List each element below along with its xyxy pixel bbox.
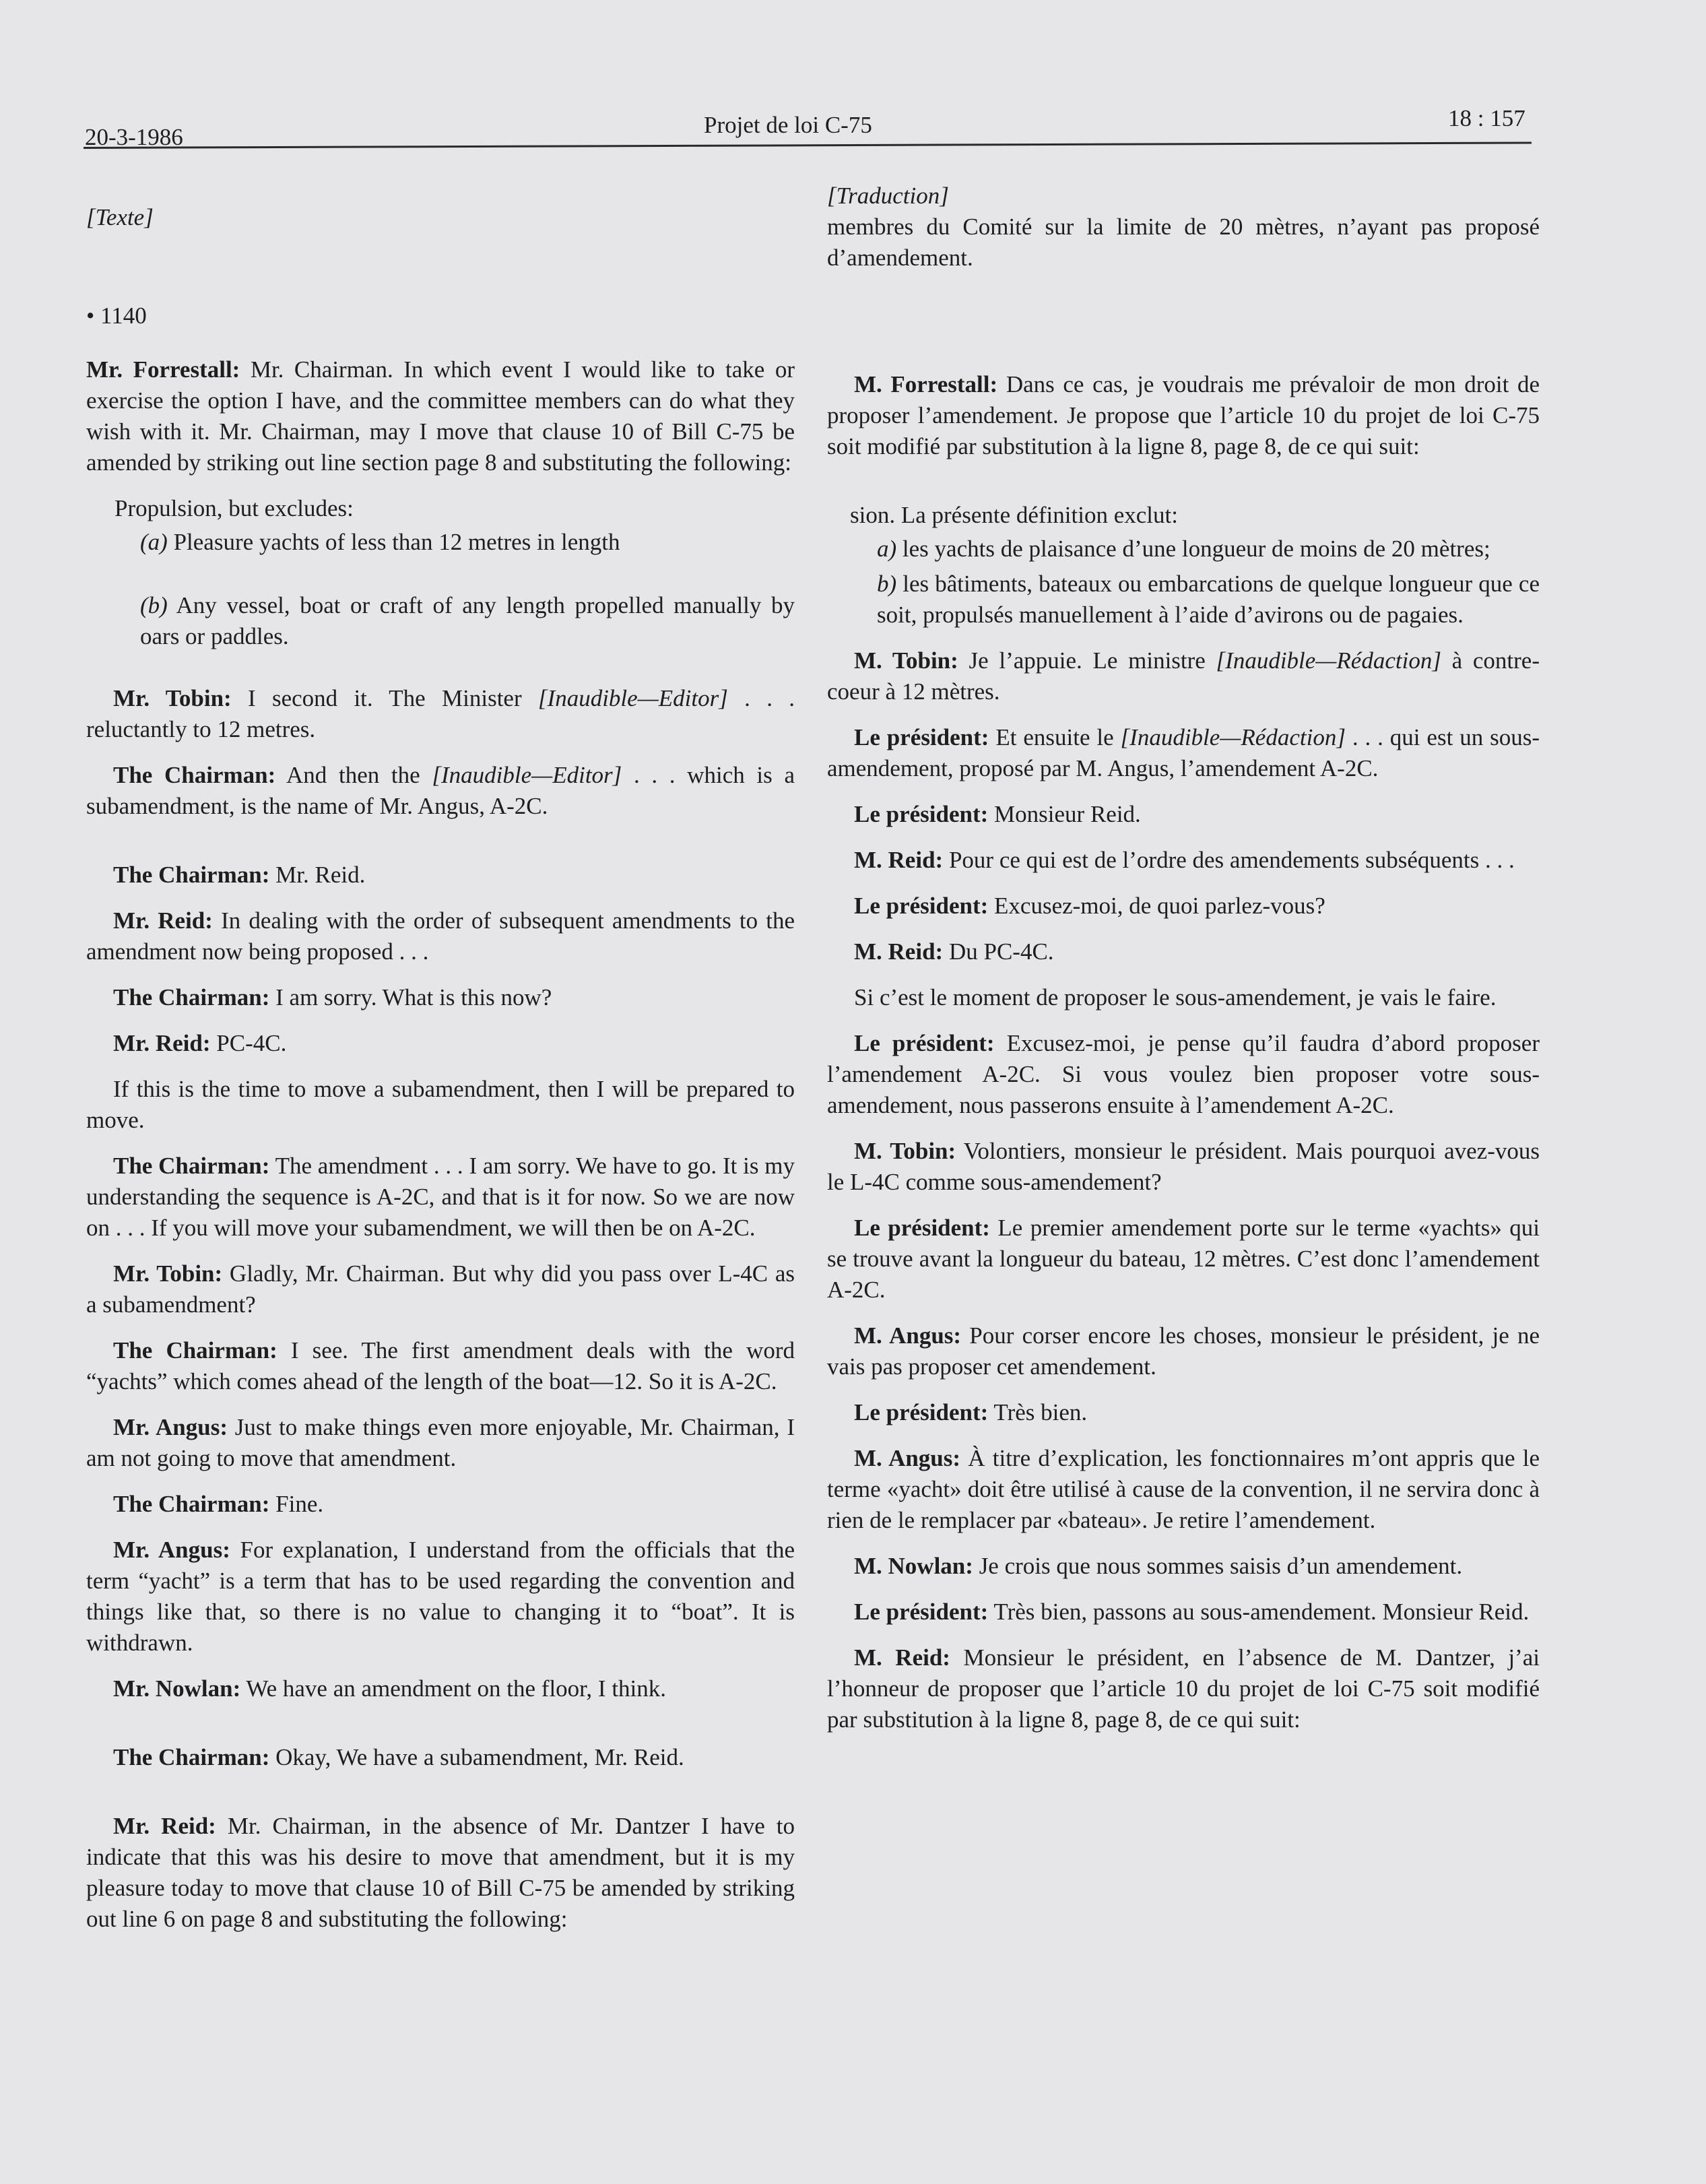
speaker: Mr. Reid: xyxy=(113,1030,211,1056)
speaker: Le président: xyxy=(854,1599,989,1625)
speaker: The Chairman: xyxy=(113,862,270,888)
speaker: The Chairman: xyxy=(113,1337,277,1363)
quoted-text: a) les yachts de plaisance d’une longueur de moins de 20 mètres; xyxy=(877,536,1490,562)
paragraph: Mr. Reid: Mr. Chairman, in the absence of Mr. Dantzer I have to indicate that this was his desire to move that amendment, but it is my pleasure today to move that clause 10 of Bill C-75 be amended by striking out line 6 on page 8 and substituting the following: xyxy=(86,1813,795,1932)
speaker: Le président: xyxy=(854,1030,995,1056)
paragraph: The Chairman: And then the [Inaudible—Editor] . . . which is a subamendment, is the name of Mr. Angus, A-2C. xyxy=(86,762,795,819)
quoted-text: (b) Any vessel, boat or craft of any length propelled manually by oars or paddles. xyxy=(140,592,795,649)
speaker: Mr. Forrestall: xyxy=(86,356,240,383)
paragraph: M. Reid: Pour ce qui est de l’ordre des amendements subséquents . . . xyxy=(854,847,1515,873)
paragraph: Mr. Tobin: Gladly, Mr. Chairman. But why did you pass over L-4C as a subamendment? xyxy=(86,1260,795,1318)
section-label-texte: [Texte] xyxy=(86,204,154,230)
speaker: Mr. Tobin: xyxy=(113,1260,223,1287)
section-label-traduction: [Traduction] xyxy=(827,183,949,209)
paragraph: Si c’est le moment de proposer le sous-amendement, je vais le faire. xyxy=(854,984,1497,1010)
paragraph: Mr. Forrestall: Mr. Chairman. In which event I would like to take or exercise the option I have, and the committee members can do what they wish with it. Mr. Chairman, may I move that clause 10 of Bill C-75 be amended by striking out line section page 8 and substituting the following: xyxy=(86,356,795,476)
paragraph: Le président: Excusez-moi, de quoi parlez-vous? xyxy=(854,893,1325,919)
speaker: Mr. Reid: xyxy=(113,907,213,934)
speaker: The Chairman: xyxy=(113,1153,270,1179)
speaker: Le président: xyxy=(854,1399,989,1425)
speaker: M. Tobin: xyxy=(854,1138,956,1164)
paragraph: The Chairman: Mr. Reid. xyxy=(113,862,366,888)
quoted-text: (a) Pleasure yachts of less than 12 metres in length xyxy=(140,529,620,555)
paragraph: Mr. Reid: In dealing with the order of subsequent amendments to the amendment now being proposed . . . xyxy=(86,907,795,965)
quoted-text: sion. La présente définition exclut: xyxy=(850,502,1178,528)
left-column xyxy=(86,202,795,1950)
speaker: Le président: xyxy=(854,1215,990,1241)
paragraph: Le président: Et ensuite le [Inaudible—Rédaction] . . . qui est un sous-amendement, proposé par M. Angus, l’amendement A-2C. xyxy=(827,724,1540,781)
speaker: Mr. Nowlan: xyxy=(113,1675,241,1702)
paragraph: Le président: Monsieur Reid. xyxy=(854,801,1141,827)
paragraph: M. Angus: À titre d’explication, les fonctionnaires m’ont appris que le terme «yacht» doit être utilisé à cause de la convention, il ne servira donc à rien de le remplacer par «bateau». Je retire l’amendement. xyxy=(827,1445,1540,1533)
speaker: Mr. Reid: xyxy=(113,1813,216,1839)
paragraph: The Chairman: I am sorry. What is this now? xyxy=(113,984,552,1010)
speaker: The Chairman: xyxy=(113,762,276,788)
speaker: M. Reid: xyxy=(854,847,944,873)
paragraph: M. Forrestall: Dans ce cas, je voudrais me prévaloir de mon droit de proposer l’amendement. Je propose que l’article 10 du projet de loi C-75 soit modifié par substitution à la ligne 8, page 8, de ce qui suit: xyxy=(827,371,1540,459)
header-date: 20-3-1986 xyxy=(85,124,183,150)
paragraph: M. Tobin: Volontiers, monsieur le président. Mais pourquoi avez-vous le L-4C comme sous-amendement? xyxy=(827,1138,1540,1195)
speaker: Le président: xyxy=(854,724,989,750)
paragraph: Mr. Angus: For explanation, I understand from the officials that the term “yacht” is a term that has to be used regarding the convention and things like that, so there is no value to changing it to “boat”. It is withdrawn. xyxy=(86,1537,795,1656)
speaker: The Chairman: xyxy=(113,1491,270,1517)
header-title: Projet de loi C-75 xyxy=(704,112,872,138)
paragraph: M. Nowlan: Je crois que nous sommes saisis d’un amendement. xyxy=(854,1553,1463,1579)
paragraph: M. Angus: Pour corser encore les choses, monsieur le président, je ne vais pas proposer cet amendement. xyxy=(827,1322,1540,1380)
paragraph: Le président: Très bien, passons au sous-amendement. Monsieur Reid. xyxy=(854,1599,1530,1625)
paragraph: Le président: Excusez-moi, je pense qu’il faudra d’abord proposer l’amendement A-2C. Si vous voulez bien proposer votre sous-amendement, nous passerons ensuite à l’amendement A-2C. xyxy=(827,1030,1540,1118)
header-rule xyxy=(84,141,1532,149)
speaker: Le président: xyxy=(854,893,989,919)
paragraph: Mr. Tobin: I second it. The Minister [Inaudible—Editor] . . . reluctantly to 12 metres. xyxy=(86,685,795,742)
speaker: Mr. Tobin: xyxy=(113,685,232,711)
paragraph: The Chairman: Okay, We have a subamendment, Mr. Reid. xyxy=(113,1744,684,1770)
speaker: M. Reid: xyxy=(854,1644,950,1671)
speaker: Mr. Angus: xyxy=(113,1414,228,1440)
paragraph: Le président: Très bien. xyxy=(854,1399,1088,1425)
paragraph: Mr. Angus: Just to make things even more enjoyable, Mr. Chairman, I am not going to move that amendment. xyxy=(86,1414,795,1471)
header-page-number: 18 : 157 xyxy=(1448,105,1525,131)
speaker: Le président: xyxy=(854,801,989,827)
speaker: The Chairman: xyxy=(113,984,270,1010)
speaker: M. Tobin: xyxy=(854,647,958,674)
paragraph: The Chairman: I see. The first amendment deals with the word “yachts” which comes ahead of the length of the boat—12. So it is A-2C. xyxy=(86,1337,795,1394)
speaker: M. Angus: xyxy=(854,1445,961,1471)
speaker: M. Forrestall: xyxy=(854,371,998,397)
speaker: The Chairman: xyxy=(113,1744,270,1770)
paragraph: Le président: Le premier amendement porte sur le terme «yachts» qui se trouve avant la longueur du bateau, 12 mètres. C’est donc l’amendement A-2C. xyxy=(827,1215,1540,1303)
time-marker: • 1140 xyxy=(86,302,147,329)
speaker: M. Angus: xyxy=(854,1322,962,1349)
paragraph: If this is the time to move a subamendment, then I will be prepared to move. xyxy=(86,1076,795,1133)
paragraph: membres du Comité sur la limite de 20 mètres, n’ayant pas proposé d’amendement. xyxy=(827,214,1540,271)
paragraph: Mr. Nowlan: We have an amendment on the floor, I think. xyxy=(113,1675,667,1702)
paragraph: Mr. Reid: PC-4C. xyxy=(113,1030,287,1056)
speaker: M. Reid: xyxy=(854,938,944,965)
speaker: M. Nowlan: xyxy=(854,1553,973,1579)
paragraph: M. Reid: Monsieur le président, en l’absence de M. Dantzer, j’ai l’honneur de proposer que l’article 10 du projet de loi C-75 soit modifié par substitution à la ligne 8, page 8, de ce qui suit: xyxy=(827,1644,1540,1733)
quoted-text: Propulsion, but excludes: xyxy=(114,495,354,521)
paragraph: The Chairman: The amendment . . . I am sorry. We have to go. It is my understanding the sequence is A-2C, and that is it for now. So we are now on . . . If you will move your subamendment, we will then be on A-2C. xyxy=(86,1153,795,1241)
right-column xyxy=(827,181,1540,1750)
paragraph: The Chairman: Fine. xyxy=(113,1491,324,1517)
speaker: Mr. Angus: xyxy=(113,1537,230,1563)
quoted-text: b) les bâtiments, bateaux ou embarcations de quelque longueur que ce soit, propulsés manuellement à l’aide d’avirons ou de pagaies. xyxy=(877,571,1540,628)
paragraph: M. Reid: Du PC-4C. xyxy=(854,938,1054,965)
paragraph: M. Tobin: Je l’appuie. Le ministre [Inaudible—Rédaction] à contre-coeur à 12 mètres. xyxy=(827,647,1540,705)
